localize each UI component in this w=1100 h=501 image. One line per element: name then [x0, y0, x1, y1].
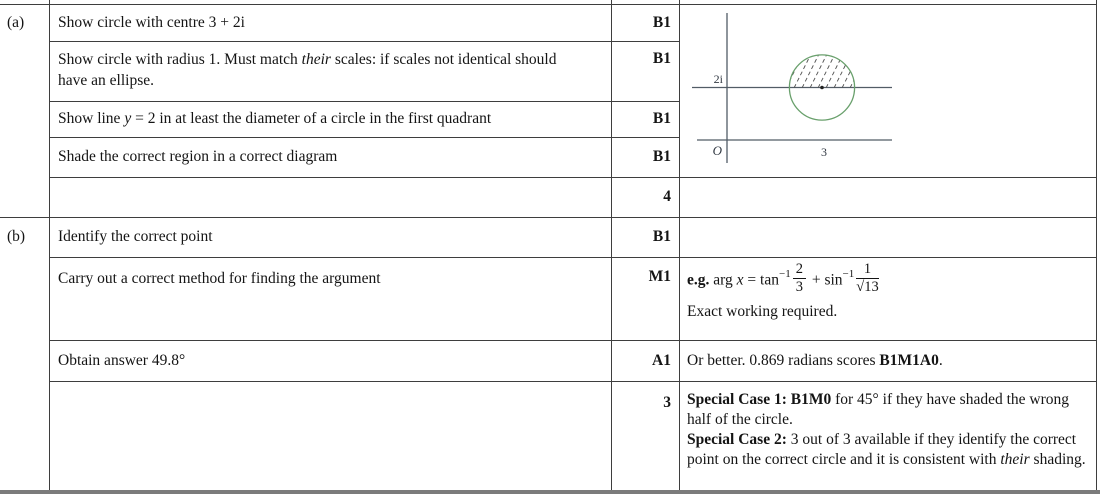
total-marks: 4: [663, 188, 671, 205]
criterion-argument-method: [49, 257, 611, 340]
fraction-one-over-root13: $\frac{1}{√13}$: [856, 261, 879, 296]
argand-diagram: [679, 4, 1096, 177]
criterion-obtain-answer: [49, 341, 611, 381]
special-case-1: Special Case 1: B1M0 for 45° if they have shaded the wrong half of the circle.: [687, 391, 1070, 429]
exact-working-note: Exact working required.: [687, 303, 838, 321]
eg-label: e.g.: [687, 271, 710, 289]
mark-code: M1: [648, 268, 671, 285]
table-bottom-border: [0, 490, 1100, 494]
fraction-two-thirds: $\frac{2}{3}$: [793, 262, 806, 295]
note-text: Or better. 0.869 radians scores B1M1A0.: [687, 351, 943, 369]
table-grid-line: [1096, 0, 1097, 491]
criterion-text: Identify the correct point: [58, 228, 213, 246]
criterion-identify-point: [49, 217, 611, 257]
mark-row2: [611, 41, 679, 101]
criterion-text: Obtain answer 49.8°: [58, 352, 186, 370]
origin-label: O: [712, 143, 722, 158]
mark-code: B1: [652, 13, 671, 31]
label-2i: 2i: [713, 72, 723, 86]
criterion-text: Carry out a correct method for finding the argument: [58, 270, 381, 287]
mark-row8: [611, 341, 679, 381]
table-grid-line: [49, 177, 1096, 178]
note-obtain-answer: [679, 341, 1096, 381]
criterion-circle-centre: [49, 4, 611, 41]
criterion-text: Show circle with radius 1. Must match their scales: if scales not identical should have an ellipse.: [58, 51, 557, 90]
criterion-text: Show circle with centre 3 + 2i: [58, 13, 245, 31]
mark-row4: [611, 137, 679, 177]
criterion-shade-region: [49, 137, 611, 177]
label-3: 3: [821, 145, 827, 159]
part-label-a: [0, 4, 49, 41]
note-argument-method: [679, 257, 1096, 340]
mark-row1: [611, 4, 679, 41]
mark-code: A1: [652, 352, 671, 369]
part-a-text: (a): [7, 13, 25, 31]
argument-formula: e.g. arg $x = \tan^{-1}$ $\frac{2}{3}$ + $\sin^{-1}$ $\frac{1}{√13}$: [687, 261, 879, 296]
criterion-circle-radius: [49, 41, 611, 101]
section-a-total: [611, 177, 679, 217]
mark-code: B1: [652, 228, 671, 245]
circle-centre-dot: [820, 86, 824, 90]
section-b-total: [611, 381, 679, 490]
mark-row6: [611, 217, 679, 257]
special-case-2: Special Case 2: 3 out of 3 available if they identify the correct point on the correct circle and it is consistent with their shading.: [687, 431, 1086, 469]
part-label-b: [0, 217, 49, 257]
argand-diagram-svg: [679, 4, 1096, 177]
radical-sign: √: [856, 279, 865, 296]
part-b-text: (b): [7, 228, 26, 245]
criterion-text: Shade the correct region in a correct diagram: [58, 148, 338, 166]
total-marks: 3: [663, 394, 671, 411]
note-special-cases: [679, 381, 1092, 490]
mark-row3: [611, 101, 679, 137]
criterion-line-y2: [49, 101, 611, 137]
mark-row7: [611, 257, 679, 340]
mark-code: B1: [652, 50, 671, 67]
criterion-text: Show line y = 2 in at least the diameter of a circle in the first quadrant: [58, 110, 492, 128]
mark-code: B1: [652, 110, 671, 127]
mark-code: B1: [652, 148, 671, 165]
